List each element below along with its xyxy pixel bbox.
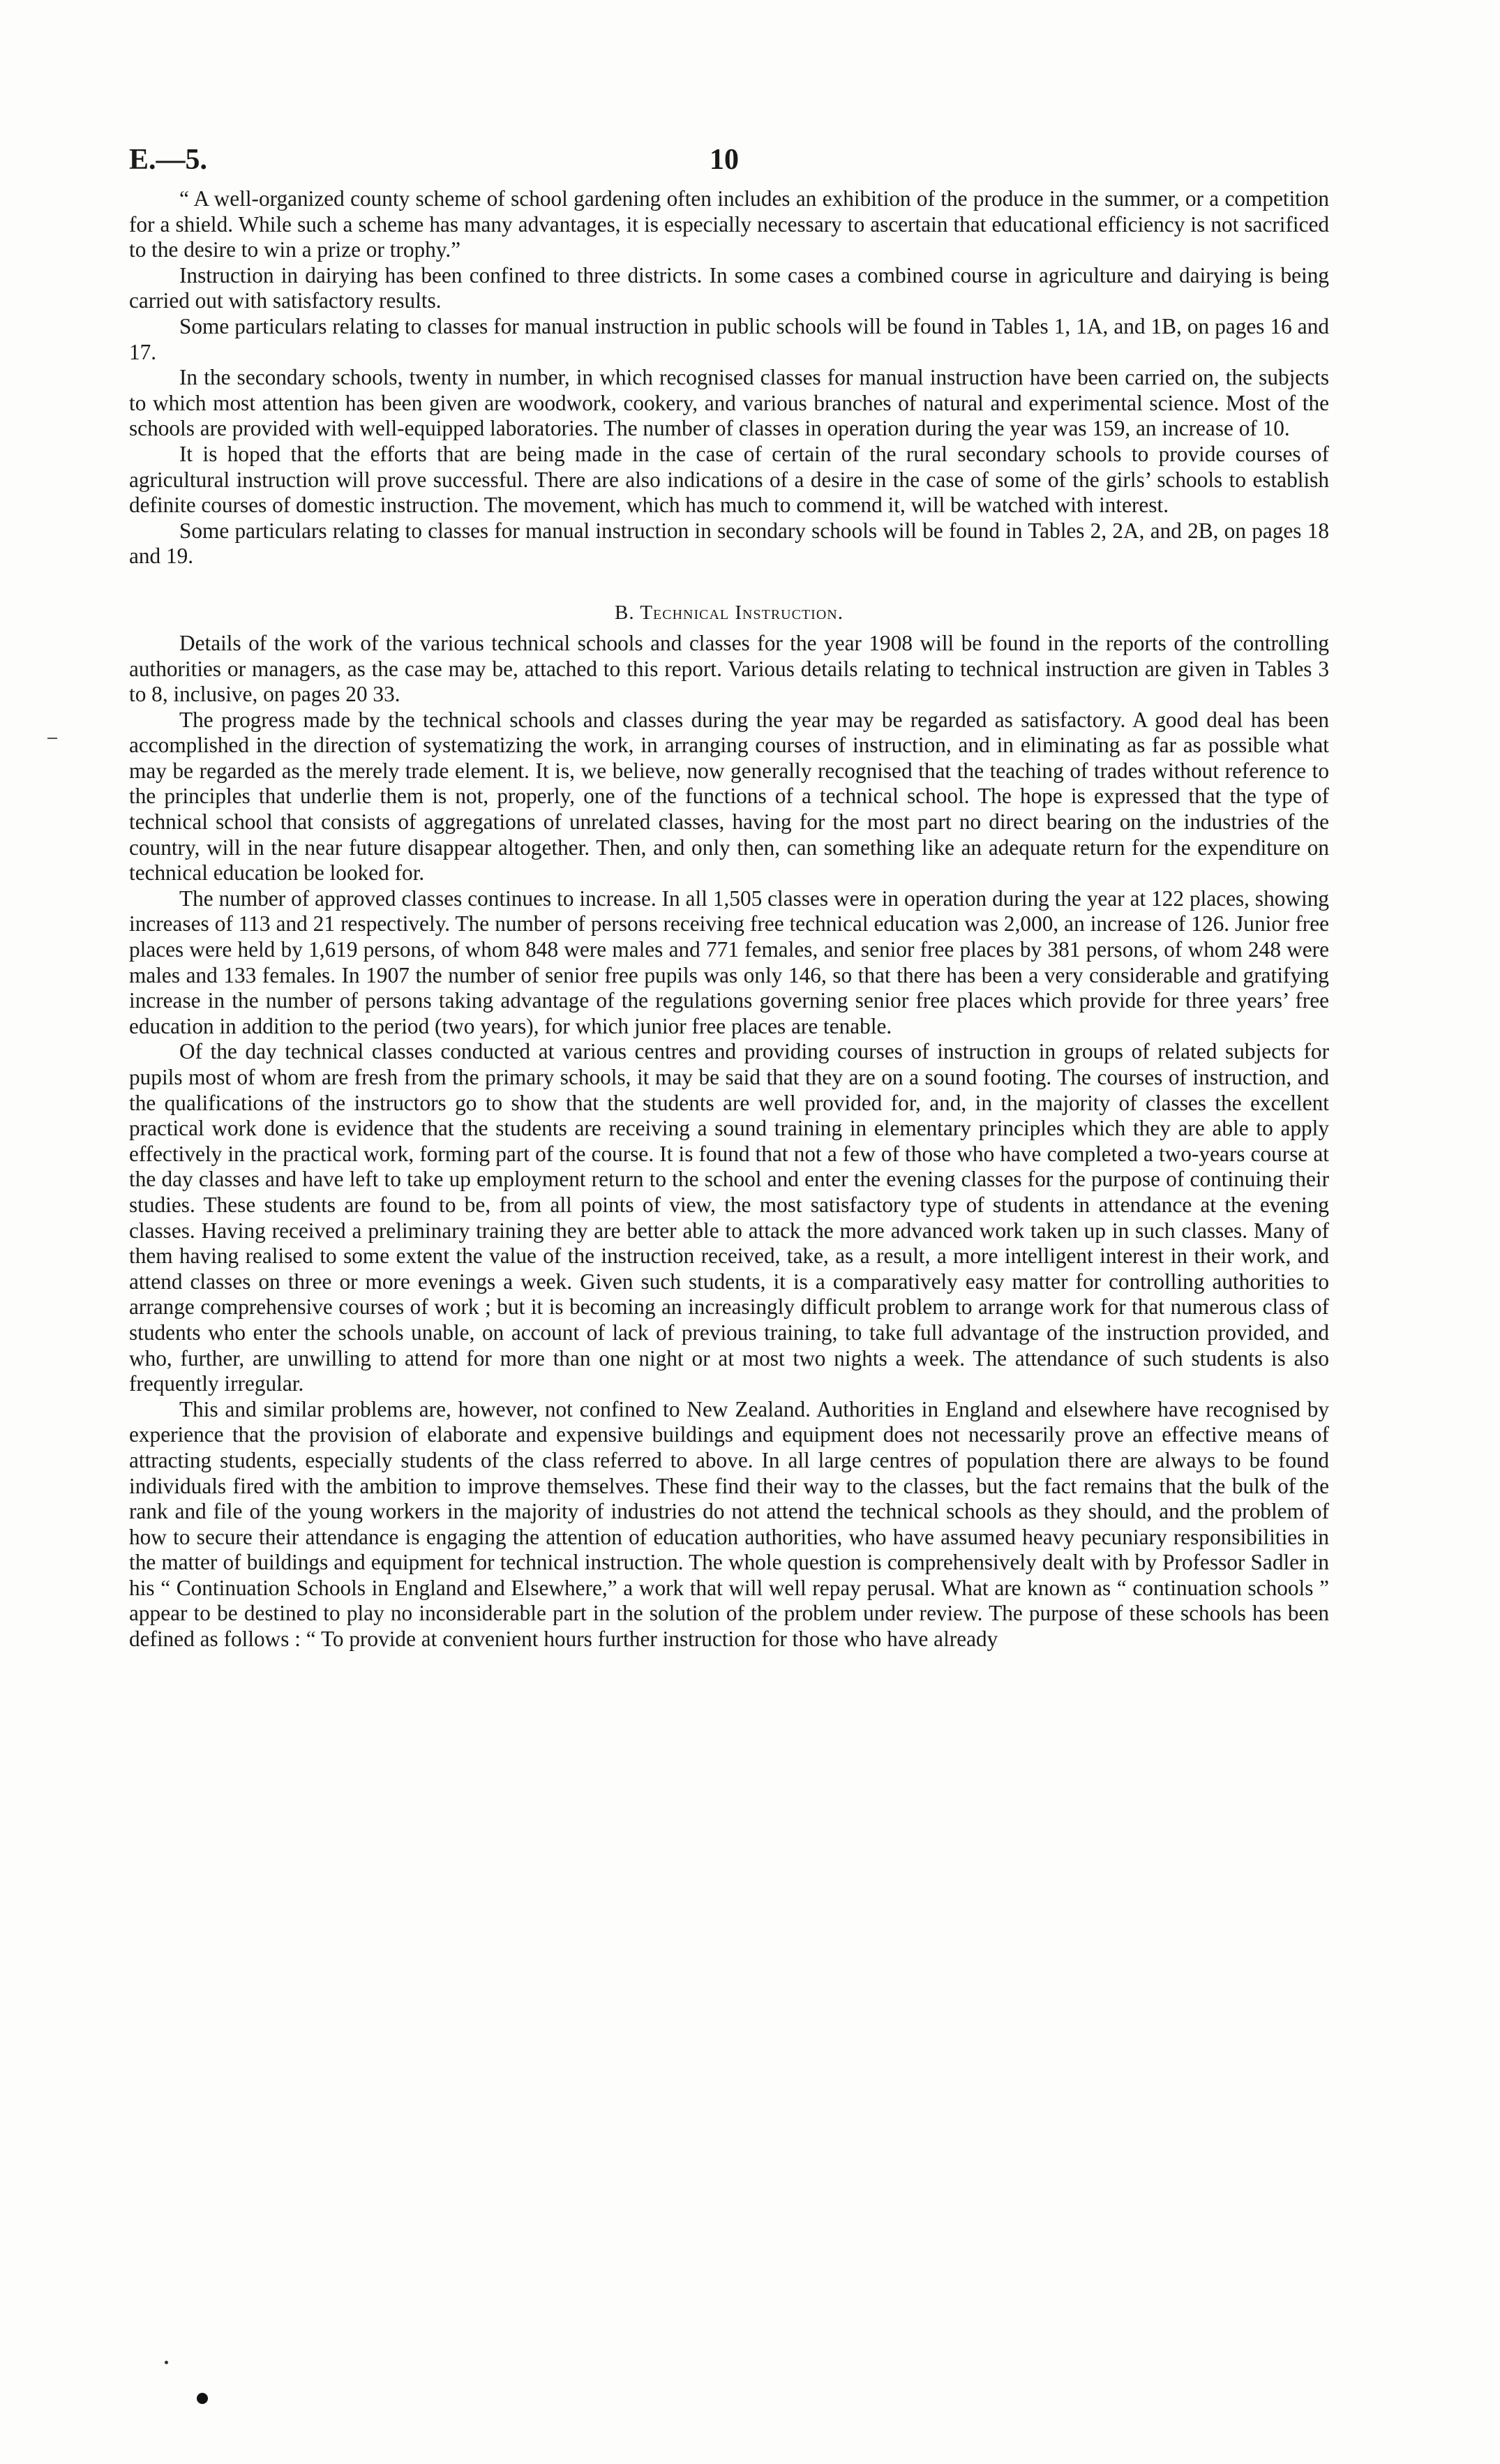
paragraph-secondary-schools: In the secondary schools, twenty in number, in which recognised classes for manual instruction have been carried on, the subjects to which most attention has been given are woodwork, cookery, and various branches of natural and experimental science. Most of the schools are provided with well-equipped laboratories. The number of classes in operation during the year was 159, an increase of 10. — [129, 365, 1329, 441]
paragraph-manual-public: Some particulars relating to classes for manual instruction in public schools will be found in Tables 1, 1A, and 1B, on pages 16 and 17. — [129, 313, 1329, 364]
document-reference: E.—5. — [129, 144, 208, 176]
paragraph-approved-classes: The number of approved classes continues to increase. In all 1,505 classes were in operation during the year at 122 places, showing increases of 113 and 21 respectively. The number of persons receiving free technical education was 2,000, an increase of 126. Junior free places were held by 1,619 persons, of whom 848 were males and 771 females, and senior free places by 381 persons, of whom 248 were males and 133 females. In 1907 the number of senior free pupils was only 146, so that there has been a very considerable and gratifying increase in the number of persons taking advantage of the regulations governing senior free places which provide for three years’ free education in addition to the period (two years), for which junior free places are tenable. — [129, 886, 1329, 1038]
page-header — [129, 143, 1329, 186]
paragraph-technical-details: Details of the work of the various technical schools and classes for the year 1908 will be found in the reports of the controlling authorities or managers, as the case may be, attached to this report. Various details relating to technical instruction are given in Tables 3 to 8, inclusive, on pages 20 33. — [129, 630, 1329, 707]
paragraph-gardening-quote: “ A well-organized county scheme of school gardening often includes an exhibition of the produce in the summer, or a competition for a shield. While such a scheme has many advantages, it is especially necessary to ascertain that educational efficiency is not sacrificed to the desire to win a prize or trophy.” — [129, 186, 1329, 262]
paragraph-agricultural-courses: It is hoped that the efforts that are being made in the case of certain of the rural secondary schools to provide courses of agricultural instruction will prove successful. There are also indications of a desire in the case of some of the girls’ schools to establish definite courses of domestic instruction. The movement, which has much to commend it, will be watched with interest. — [129, 441, 1329, 518]
paragraph-dairying: Instruction in dairying has been confined to three districts. In some cases a combined course in agriculture and dairying is being carried out with satisfactory results. — [129, 262, 1329, 313]
section-heading: B. Technical Instruction. — [615, 601, 843, 624]
paragraph-technical-progress: The progress made by the technical schools and classes during the year may be regarded as satisfactory. A good deal has been accomplished in the direction of systematizing the work, in arranging courses of instruction, and in eliminating as far as possible what may be regarded as the merely trade element. It is, we believe, now generally recognised that the teaching of trades without reference to the principles that underlie them is not, properly, one of the functions of a technical school. The hope is expressed that the type of technical school that consists of aggregations of unrelated classes, having for the most part no direct bearing on the industries of the country, will in the near future disappear altogether. Then, and only then, can something like an adequate return for the expenditure on technical education be looked for. — [129, 707, 1329, 886]
paragraph-continuation-schools: This and similar problems are, however, not confined to New Zealand. Authorities in England and elsewhere have recognised by experience that the provision of elaborate and expensive buildings and equipment does not necessarily prove an effective means of attracting students, especially students of the class referred to above. In all large centres of population there are always to be found individuals fired with the ambition to improve themselves. These find their way to the classes, but the fact remains that the bulk of the rank and file of the young workers in the majority of industries do not attend the technical schools as they should, and the problem of how to secure their attendance is engaging the attention of education authorities, who have assumed heavy pecuniary responsibilities in the matter of buildings and equipment for technical instruction. The whole question is comprehensively dealt with by Professor Sadler in his “ Continuation Schools in England and Elsewhere,” a work that will well repay perusal. What are known as “ continuation schools ” appear to be destined to play no inconsiderable part in the solution of the problem under review. The purpose of these schools has been defined as follows : “ To provide at convenient hours further instruction for those who have already — [129, 1396, 1329, 1652]
margin-mark — [47, 738, 57, 739]
bullet-mark — [197, 2393, 208, 2404]
paragraph-day-classes: Of the day technical classes conducted at various centres and providing courses of instruction in groups of related subjects for pupils most of whom are fresh from the primary schools, it may be said that they are on a sound footing. The courses of instruction, and the qualifications of the instructors go to show that the students are well provided for, and, in the majority of classes the excellent practical work done is evidence that the students are receiving a sound training in elementary principles which they are able to apply effectively in the practical work, forming part of the course. It is found that not a few of those who have completed a two-years course at the day classes and have left to take up employment return to the school and enter the evening classes for the purpose of continuing their studies. These students are found to be, from all points of view, the most satisfactory type of students in attendance at the evening classes. Having received a preliminary training they are better able to attack the more advanced work taken up in such classes. Many of them having realised to some extent the value of the instruction received, take, as a result, a more intelligent interest in their work, and attend classes on three or more evenings a week. Given such students, it is a comparatively easy matter for controlling authorities to arrange comprehensive courses of work ; but it is becoming an increasingly difficult problem to arrange work for that numerous class of students who enter the schools unable, on account of lack of previous training, to take full advantage of the instruction provided, and who, further, are unwilling to attend for more than one night or at most two nights a week. The attendance of such students is also frequently irregular. — [129, 1039, 1329, 1396]
document-page — [129, 143, 1329, 1652]
ink-speck — [165, 2361, 168, 2364]
paragraph-manual-secondary: Some particulars relating to classes for manual instruction in secondary schools will be found in Tables 2, 2A, and 2B, on pages 18 and 19. — [129, 518, 1329, 569]
page-number: 10 — [710, 144, 739, 176]
